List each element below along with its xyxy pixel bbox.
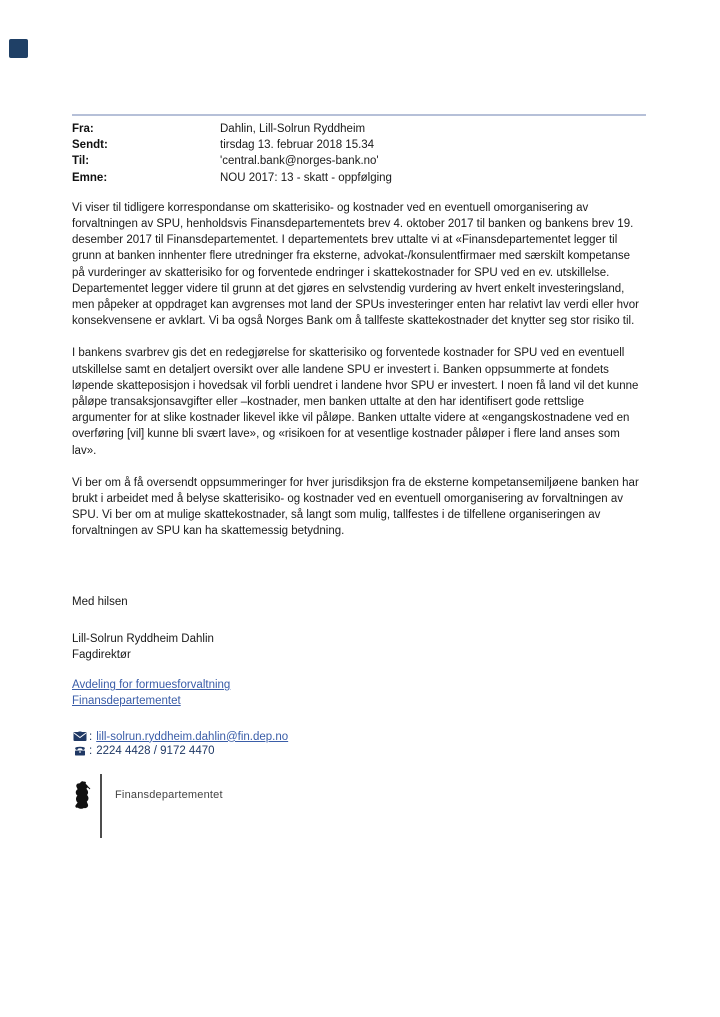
pdf-annotation-note-icon[interactable] — [9, 39, 28, 58]
envelope-icon — [72, 731, 87, 742]
ministry-logo — [72, 774, 646, 838]
header-value-to: 'central.bank@norges-bank.no' — [220, 155, 379, 168]
header-value-subject: NOU 2017: 13 - skatt - oppfølging — [220, 171, 392, 184]
header-divider — [72, 114, 646, 116]
contact-email-row — [72, 730, 646, 744]
ministry-logo-text: Finansdepartementet — [115, 788, 223, 801]
department-unit-link[interactable]: Avdeling for formuesforvaltning — [72, 679, 231, 692]
email-separator: : — [89, 730, 93, 743]
norwegian-lion-crest-icon — [72, 780, 92, 810]
email-body — [72, 200, 646, 540]
header-value-sent: tirsdag 13. februar 2018 15.34 — [220, 139, 375, 152]
signature-links — [72, 677, 646, 709]
email-address-link[interactable]: lill-solrun.ryddheim.dahlin@fin.dep.no — [96, 730, 289, 743]
header-label-to: Til: — [72, 155, 90, 168]
contact-block — [72, 730, 646, 758]
body-paragraph-2: I bankens svarbrev gis det en redegjørelse for skatterisiko og forventede kostnader for SPU ved en eventuell utskillelse samt en detaljert oversikt over alle landene SPU er investert i. Banken oppsummerte at fondets løpende skatteposisjon i hovedsak vil forbli uendret i landene hvor SPU er investert. I noen få land vil det kunne påløpe transaksjonsavgifter eller –kostnader, men banken uttalte at den har identifisert gode rettslige argumenter for at slike kostnader likevel ikke vil påløpe. Banken uttalte videre at «engangskostnadene ved en overføring [vil] kunne bli svært lave», og «risikoen for at vesentlige kostnader påløper i flere land anses som lav». — [72, 347, 639, 457]
signature-title: Fagdirektør — [72, 649, 131, 662]
header-label-from: Fra: — [72, 123, 94, 135]
phone-numbers: 2224 4428 / 9172 4470 — [96, 744, 215, 757]
contact-phone-row — [72, 744, 646, 758]
header-value-from: Dahlin, Lill-Solrun Ryddheim — [220, 123, 366, 135]
header-label-subject: Emne: — [72, 171, 108, 184]
header-label-sent: Sendt: — [72, 139, 108, 152]
logo-divider — [100, 774, 102, 838]
phone-separator: : — [89, 744, 93, 757]
email-content — [72, 0, 646, 838]
body-paragraph-3: Vi ber om å få oversendt oppsummeringer for hver jurisdiksjon fra de eksterne kompetansemiljøene banken har brukt i arbeidet med å belyse skatterisiko- og kostnader ved en eventuell omorganisering av forvaltningen av SPU. Vi ber om at mulige skattekostnader, så langt som mulig, tallfestes i de tilfellene organiseringen av forvaltningen av SPU kan ha skattemessig betydning. — [72, 476, 639, 538]
ministry-link[interactable]: Finansdepartementet — [72, 695, 181, 708]
signature-block — [72, 631, 646, 663]
signature-name: Lill-Solrun Ryddheim Dahlin — [72, 632, 214, 645]
telephone-icon — [72, 745, 87, 756]
signature-closing: Med hilsen — [72, 595, 128, 608]
email-header — [72, 121, 646, 186]
body-paragraph-1: Vi viser til tidligere korrespondanse om skatterisiko- og kostnader ved en eventuell omorganisering av forvaltningen av SPU, henholdsvis Finansdepartementets brev 4. oktober 2017 til banken og bankens brev 19. desember 2017 til Finansdepartementet. I departementets brev uttalte vi at «Finansdepartementet legger til grunn at banken innhenter flere utredninger fra eksterne, advokat-/konsulentfirmaer med særskilt kompetanse på vurderinger av skatterisiko for og forventede endringer i skattekostnader for SPU ved en ev. utskillelse. Departementet legger videre til grunn at det gjøres en selvstendig vurdering av hvert enkelt investeringsland, men påpeker at oppdraget kan avgrenses mot land der SPUs investeringer enten har relativt lav verdi eller hvor konsekvensene er avklart. Vi ba også Norges Bank om å tallfeste skattekostnader det knytter seg stor risiko til. — [72, 201, 639, 328]
